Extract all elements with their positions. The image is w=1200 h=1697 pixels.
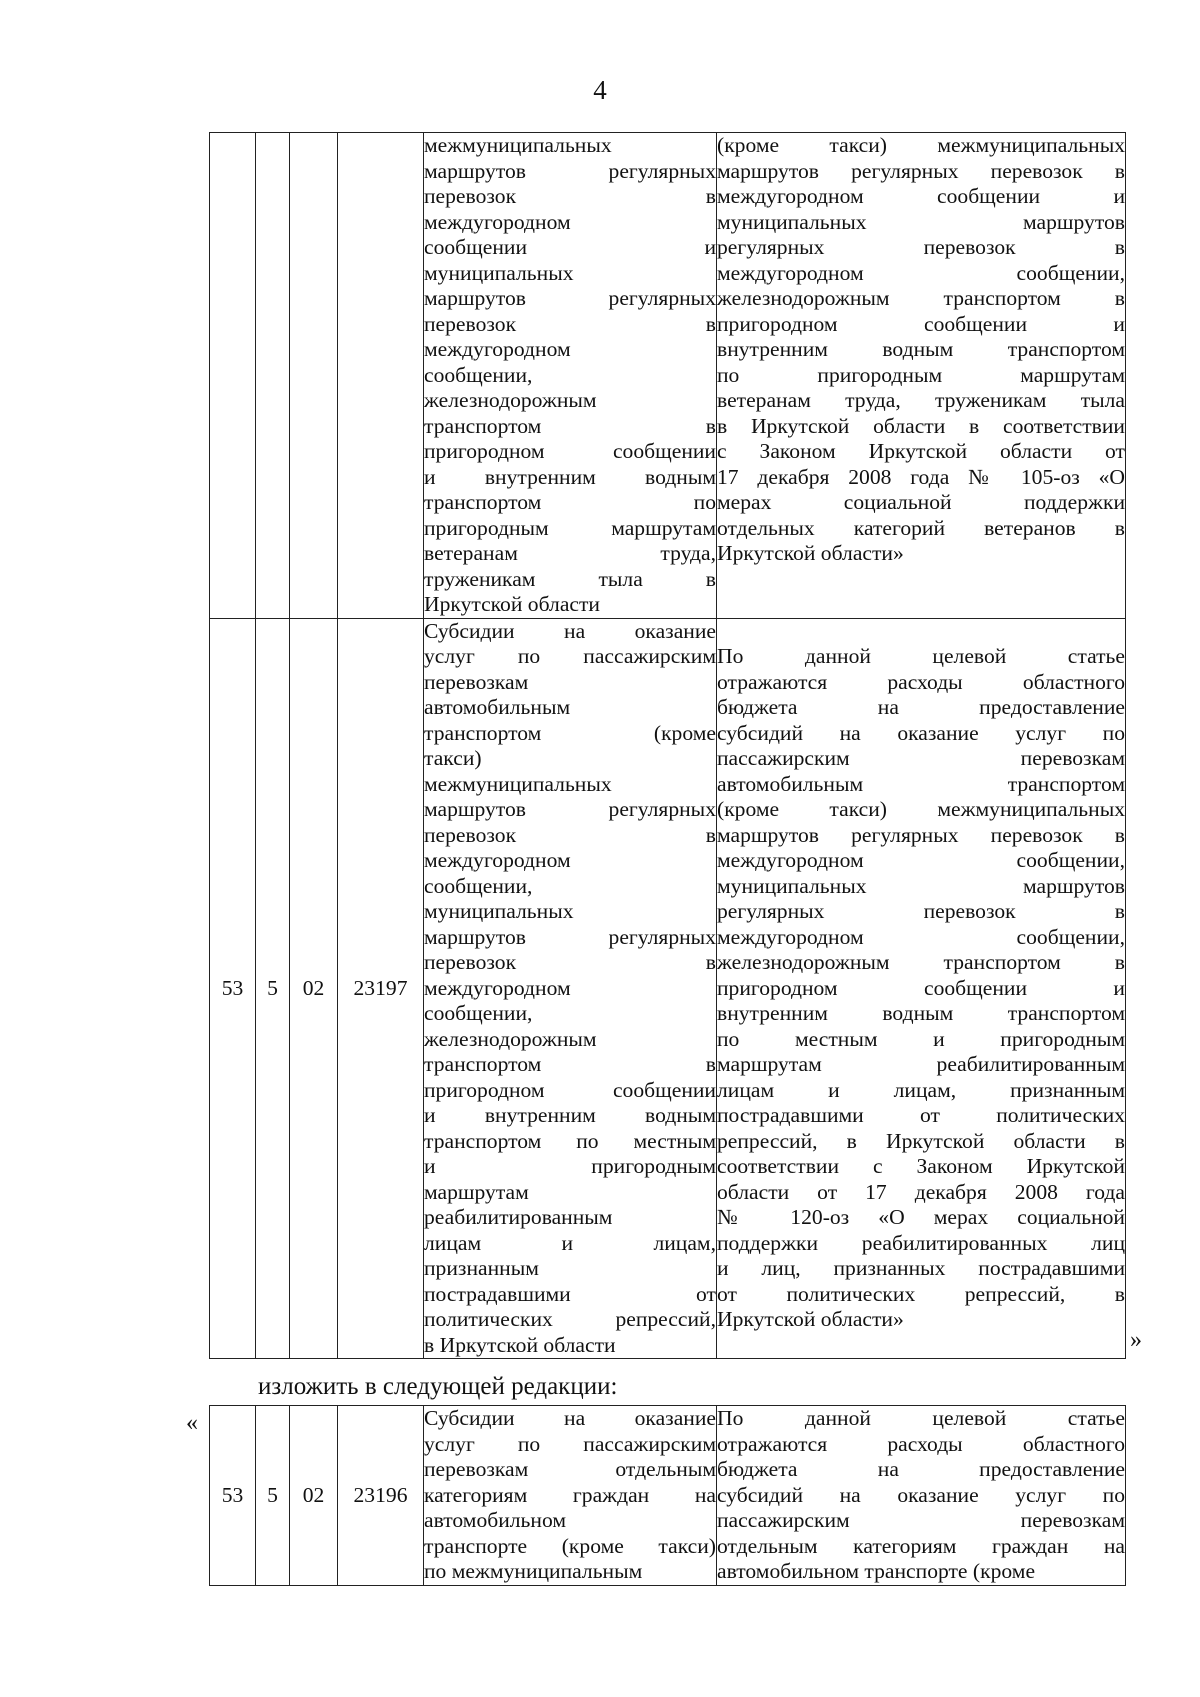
text-line: от политических репрессий, в [717,1281,1125,1306]
text-line: ветеранам труда, [424,541,716,565]
text-line: Иркутской области [424,592,600,616]
text-line: репрессий, в Иркутской области в [717,1128,1125,1153]
page-number: 4 [593,75,607,105]
code-cell [338,133,424,619]
text-line: маршрутов регулярных перевозок в [717,158,1125,183]
code-cell: 23196 [338,1406,424,1586]
text-line: транспорте (кроме такси) [424,1533,716,1558]
text-line: сообщении, [424,873,533,898]
text-line: ветеранам труда, труженикам тыла [717,388,1125,412]
text-line: перевозок в [424,822,716,847]
text-line: в Иркутской области [424,1332,616,1357]
code-cell: 5 [256,618,290,1359]
text-line: транспортом по [424,490,716,514]
text-line: маршрутов регулярных [424,286,716,310]
text-line: по пригородным маршрутам [717,362,1125,387]
text-line: транспортом (кроме [424,720,716,745]
text-line: междугородном сообщении, [717,848,1125,872]
text-line: области от 17 декабря 2008 года [717,1179,1125,1204]
text-line: междугородном [424,848,571,872]
text-line: автомобильном [424,1508,567,1532]
text-line: маршрутам реабилитированным [717,1052,1125,1076]
text-line: междугородном сообщении и [717,184,1125,208]
text-line: регулярных перевозок в [717,235,1125,259]
text-line: отдельным категориям граждан на [717,1533,1125,1558]
text-line: пассажирским перевозкам [717,1508,1125,1532]
text-line: бюджета на предоставление [717,695,1125,719]
item-description-cell [717,133,1126,619]
text-line: по межмуниципальным [424,1559,643,1583]
code-cell: 53 [210,1406,256,1586]
text-line: транспортом по местным [424,1128,716,1153]
code-cell: 5 [256,1406,290,1586]
text-line: субсидий на оказание услуг по [717,720,1125,745]
table-row [210,1406,1126,1586]
text-line: Иркутской области» [717,1307,904,1331]
text-line: пригородном сообщении [424,1077,716,1102]
text-line: пассажирским перевозкам [717,746,1125,770]
budget-table-old [209,132,1126,1359]
text-line: лицам и лицам, признанным [717,1077,1125,1102]
text-line: перевозок в [424,184,716,208]
text-line: маршрутов регулярных [424,797,716,821]
code-cell [210,133,256,619]
text-line: мерах социальной поддержки [717,490,1125,514]
text-line: Субсидии на оказание [424,1406,716,1430]
item-description-cell [717,618,1126,1359]
text-line: пригородном сообщении и [717,311,1125,336]
text-line: труженикам тыла в [424,566,716,591]
text-line: сообщении, [424,1001,533,1025]
text-line: пригородным маршрутам [424,515,716,540]
code-cell [256,133,290,619]
text-line: Субсидии на оказание [424,618,716,643]
text-line: муниципальных [424,260,574,285]
code-cell [290,133,338,619]
text-line: междугородном сообщении, [717,260,1125,285]
text-line: железнодорожным транспортом в [717,286,1125,310]
text-line: услуг по пассажирским [424,1431,716,1456]
text-line: муниципальных маршрутов [717,873,1125,898]
text-line: в Иркутской области в соответствии [717,413,1125,438]
text-line: политических репрессий, [424,1307,716,1331]
text-line: реабилитированным [424,1205,613,1229]
text-line: с Законом Иркутской области от [717,439,1125,463]
text-line: межмуниципальных [424,771,612,796]
table-row [210,133,1126,619]
code-cell: 02 [290,618,338,1359]
text-line: муниципальных маршрутов [717,209,1125,234]
text-line: пригородном сообщении [424,439,716,463]
text-line: железнодорожным [424,1026,597,1051]
text-line: По данной целевой статье [717,1406,1125,1430]
budget-table-new [209,1405,1126,1586]
code-cell: 02 [290,1406,338,1586]
text-line: перевозок в [424,950,716,974]
closing-quote: » [1130,1327,1142,1353]
text-line: поддержки реабилитированных лиц [717,1230,1125,1255]
text-line: перевозок в [424,311,716,336]
text-line: сообщении и [424,235,716,259]
text-line: межмуниципальных [424,133,612,157]
text-line: сообщении, [424,362,533,387]
text-line: соответствии с Законом Иркутской [717,1154,1125,1178]
text-line: автомобильным транспортом [717,771,1125,796]
text-line: пригородном сообщении и [717,975,1125,1000]
text-line: признанным [424,1256,539,1280]
text-line: железнодорожным [424,388,597,412]
text-line: транспортом в [424,1052,716,1076]
text-line: междугородном [424,337,571,361]
text-line: № 120-оз «О мерах социальной [717,1205,1125,1229]
text-line: (кроме такси) межмуниципальных [717,797,1125,821]
opening-quote: « [186,1410,198,1436]
text-line: маршрутов регулярных [424,158,716,183]
text-line: по местным и пригородным [717,1026,1125,1051]
item-name-cell [424,1406,717,1586]
text-line: 17 декабря 2008 года № 105-оз «О [717,464,1125,489]
table-row [210,618,1126,1359]
text-line: бюджета на предоставление [717,1457,1125,1481]
item-name-cell [424,133,717,619]
text-line: перевозкам [424,669,529,694]
amendment-instruction: изложить в следующей редакции: [258,1373,618,1400]
text-line: междугородном [424,975,571,1000]
text-line: пострадавшими от политических [717,1103,1125,1127]
text-line: услуг по пассажирским [424,644,716,668]
text-line: пострадавшими от [424,1281,716,1306]
text-line: и внутренним водным [424,1103,716,1127]
text-line: такси) [424,746,482,770]
text-line: железнодорожным транспортом в [717,950,1125,974]
text-line: междугородном [424,209,571,234]
text-line: По данной целевой статье [717,644,1125,668]
text-line: Иркутской области» [717,541,904,565]
code-cell: 23197 [338,618,424,1359]
text-line: отражаются расходы областного [717,669,1125,694]
code-cell: 53 [210,618,256,1359]
text-line: транспортом в [424,413,716,438]
text-line: маршрутам [424,1179,529,1204]
item-description-cell [717,1406,1126,1586]
text-line: автомобильным [424,695,571,719]
text-line: автомобильном транспорте (кроме [717,1559,1036,1583]
text-line: маршрутов регулярных перевозок в [717,822,1125,847]
text-line: (кроме такси) межмуниципальных [717,133,1125,157]
text-line: внутренним водным транспортом [717,337,1125,361]
text-line: и пригородным [424,1154,716,1178]
text-line: отражаются расходы областного [717,1431,1125,1456]
text-line: категориям граждан на [424,1482,716,1507]
text-line: и лиц, признанных пострадавшими [717,1256,1125,1280]
text-line: перевозкам отдельным [424,1457,716,1481]
text-line: внутренним водным транспортом [717,1001,1125,1025]
text-line: лицам и лицам, [424,1230,716,1255]
text-line: междугородном сообщении, [717,924,1125,949]
text-line: муниципальных [424,899,574,923]
item-name-cell [424,618,717,1359]
text-line: маршрутов регулярных [424,924,716,949]
text-line: регулярных перевозок в [717,899,1125,923]
text-line: и внутренним водным [424,464,716,489]
text-line: субсидий на оказание услуг по [717,1482,1125,1507]
text-line: отдельных категорий ветеранов в [717,515,1125,540]
